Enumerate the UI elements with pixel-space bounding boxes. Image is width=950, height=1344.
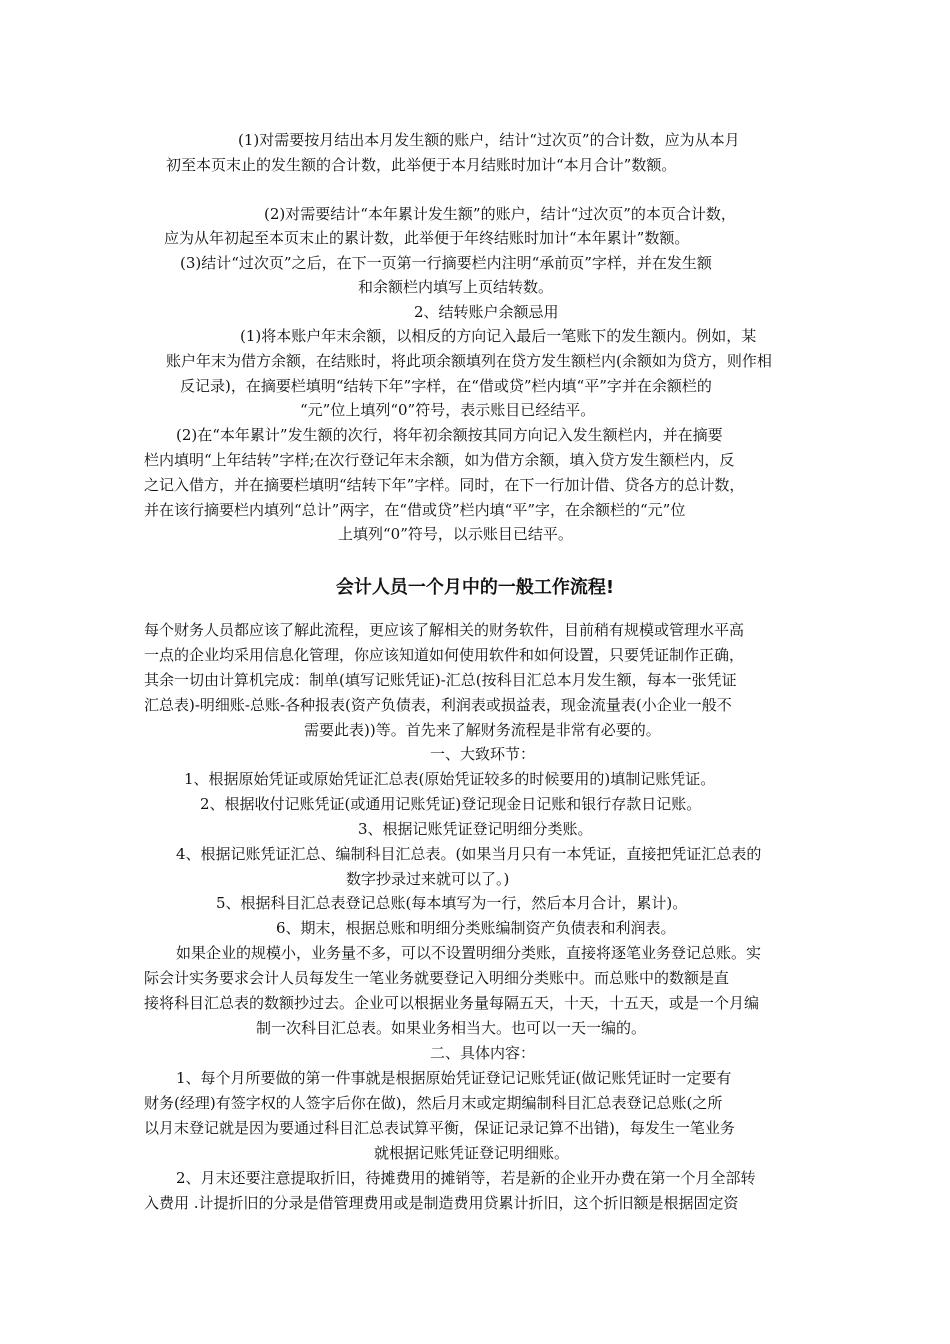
- list-item: 1、根据原始凭证或原始凭证汇总表(原始凭证较多的时候要用的)填制记账凭证。: [184, 770, 716, 788]
- list-item: 数字抄录过来就可以了。): [346, 870, 510, 888]
- text-line: 接将科目汇总表的数额抄过去。企业可以根据业务量每隔五天，十天，十五天，或是一个月编: [144, 994, 760, 1012]
- list-item: 3、根据记账凭证登记明细分类账。: [358, 820, 593, 838]
- text-line: 反记录)，在摘要栏填明“结转下年”字样，在“借或贷”栏内填“平”字并在余额栏的: [180, 377, 712, 395]
- text-line: 账户年末为借方余额，在结账时，将此项余额填列在贷方发生额栏内(余额如为贷方，则作相: [166, 352, 772, 370]
- text-line: 就根据记账凭证登记明细账。: [374, 1144, 570, 1162]
- text-line: 之记入借方，并在摘要栏填明“结转下年”字样。同时，在下一行加计借、贷各方的总计数，: [144, 476, 745, 494]
- section-heading: 一、大致环节：: [430, 745, 536, 763]
- text-line: 上填列“0”符号，以示账目已结平。: [338, 525, 573, 543]
- section-heading: 二、具体内容：: [430, 1044, 536, 1062]
- text-line: 制一次科目汇总表。如果业务相当大。也可以一天一编的。: [256, 1019, 647, 1037]
- text-line: (1)将本账户年末余额，以相反的方向记入最后一笔账下的发生额内。例如，某: [240, 327, 757, 345]
- text-line: 需要此表))等。首先来了解财务流程是非常有必要的。: [304, 721, 661, 739]
- text-line: 并在该行摘要栏内填列“总计”两字，在“借或贷”栏内填“平”字，在余额栏的“元”位: [144, 501, 686, 519]
- text-line: 财务(经理)有签字权的人签字后你在做)，然后月末或定期编制科目汇总表登记总账(之所: [144, 1094, 723, 1112]
- text-line: (2)在“本年累计”发生额的次行，将年初余额按其同方向记入发生额栏内，并在摘要: [176, 426, 723, 444]
- list-item: 2、根据收付记账凭证(或通用记账凭证)登记现金日记账和银行存款日记账。: [200, 795, 702, 813]
- section-heading: 2、结转账户余额忌用: [414, 303, 559, 321]
- list-item: 5、根据科目汇总表登记总账(每本填写为一行，然后本月合计，累计)。: [216, 894, 688, 912]
- list-item: 6、期末，根据总账和明细分类账编制资产负债表和利润表。: [276, 919, 676, 937]
- text-line: 以月末登记就是因为要通过科目汇总表试算平衡，保证记录记算不出错)，每发生一笔业务: [144, 1119, 735, 1137]
- document-title: 会计人员一个月中的一般工作流程!: [335, 577, 615, 598]
- text-line: 汇总表)-明细账-总账-各种报表(资产负债表，利润表或损益表，现金流量表(小企业一般不: [144, 696, 732, 714]
- text-line: 每个财务人员都应该了解此流程，更应该了解相关的财务软件，目前稍有规模或管理水平高: [144, 621, 745, 639]
- text-line: 际会计实务要求会计人员每发生一笔业务就要登记入明细分类账中。而总账中的数额是直: [144, 969, 730, 987]
- text-line: 初至本页末止的发生额的合计数，此举便于本月结账时加计“本月合计”数额。: [166, 156, 677, 174]
- text-line: 应为从年初起至本页末止的累计数，此举便于年终结账时加计“本年累计”数额。: [164, 229, 690, 247]
- text-line: 2、月末还要注意提取折旧，待摊费用的摊销等，若是新的企业开办费在第一个月全部转: [176, 1169, 756, 1187]
- text-line: (2)对需要结计“本年累计发生额”的账户，结计“过次页”的本页合计数，: [264, 205, 736, 223]
- text-line: 一点的企业均采用信息化管理，你应该知道如何使用软件和如何设置，只要凭证制作正确，: [144, 646, 745, 664]
- text-line: 栏内填明“上年结转”字样;在次行登记年末余额，如为借方余额，填入贷方发生额栏内，反: [144, 451, 735, 469]
- text-line: 入费用 .计提折旧的分录是借管理费用或是制造费用贷累计折旧，这个折旧额是根据固定资: [144, 1194, 739, 1212]
- text-line: (1)对需要按月结出本月发生额的账户，结计“过次页”的合计数，应为从本月: [238, 131, 740, 149]
- list-item: 4、根据记账凭证汇总、编制科目汇总表。(如果当月只有一本凭证，直接把凭证汇总表的: [176, 845, 762, 863]
- text-line: “元”位上填列“0”符号，表示账目已经结平。: [300, 401, 596, 419]
- text-line: 如果企业的规模小，业务量不多，可以不设置明细分类账，直接将逐笔业务登记总账。实: [176, 944, 762, 962]
- text-line: 1、每个月所要做的第一件事就是根据原始凭证登记记账凭证(做记账凭证时一定要有: [176, 1069, 732, 1087]
- text-line: (3)结计“过次页”之后，在下一页第一行摘要栏内注明“承前页”字样，并在发生额: [180, 254, 712, 272]
- text-line: 其余一切由计算机完成：制单(填写记账凭证)-汇总(按科目汇总本月发生额，每本一张凭证: [144, 671, 737, 689]
- text-line: 和余额栏内填写上页结转数。: [358, 278, 554, 296]
